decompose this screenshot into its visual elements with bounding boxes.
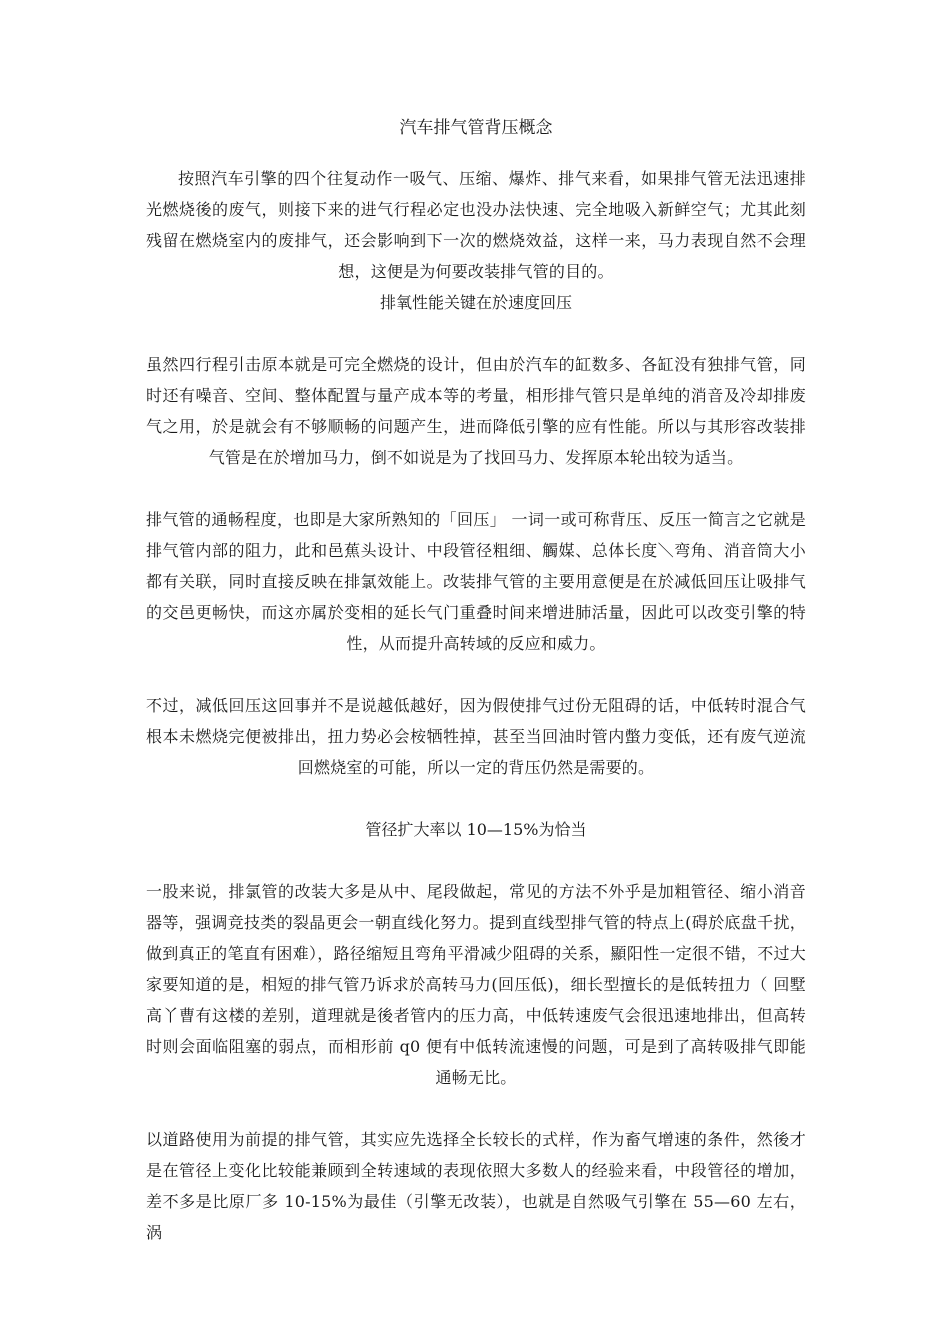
paragraph-modification-methods: 一股来说，排氯管的改装大多是从中、尾段做起，常见的方法不外乎是加粗管径、缩小消音器等，强调竞技类的裂晶更会一朝直线化努力。提到直线型排气管的特点上(碍於底盘千扰，做到真正的笔直有困难），路径缩短且弯角平滑减少阻碍的关系，顯阳性一定很不错，不过大家要知道的是，相短的排气管乃诉求於高转马力(回压低)，细长型擅长的是低转扭力（ 回墅高丫曹有这楼的差别，道理就是後者管内的压力高，中低转速废气会很迅速地排出，但高转时则会面临阻塞的弱点，而相形前 q0 便有中低转流速慢的问题，可是到了高转吸排气即能通畅无比。 — [146, 882, 806, 1087]
paragraph-backpressure-definition: 排气管的通畅程度，也即是大家所熟知的「回压」 一词一或可称背压、反压一简言之它就是排气管内部的阻力，此和邑蕉头设计、中段管径粗细、觸媒、总体长度＼弯角、消音筒大小都有关联，同时直接反映在排氯效能上。改装排气管的主要用意便是在於减低回压让吸排气的交邑更畅快，而这亦属於变相的延长气门重叠时间来增进肺活量，因此可以改变引擎的特性，从而提升高转域的反应和威力。 — [146, 510, 806, 653]
paragraph-backpressure-needed: 不过，减低回压这回事并不是说越低越好，因为假使排气过份无阻碍的话，中低转时混合气根本未燃烧完便被排出，扭力势必会桉牺牲掉，甚至当回油时管内蟞力变低，还有废气逆流回燃烧室的可能，所以一定的背压仍然是需要的。 — [146, 696, 806, 777]
paragraph-spacer — [146, 473, 806, 504]
paragraph-spacer — [146, 659, 806, 690]
paragraph-spacer — [146, 1093, 806, 1124]
intro-paragraph: 按照汽车引擎的四个往复动作一吸气、压缩、爆炸、排气来看，如果排气管无法迅速排光燃烧後的废气，则接下来的进气行程必定也没办法快速、完全地吸入新鲜空气；尤其此刻残留在燃烧室内的废排气，还会影响到下一次的燃烧效益，这样一来，马力表现自然不会理想，这便是为何要改装排气管的目的。 — [146, 169, 806, 281]
paragraph-spacer — [146, 318, 806, 349]
document-title: 汽车排气管背压概念 — [399, 118, 553, 138]
paragraph-spacer — [146, 783, 806, 814]
section-heading-backpressure: 排氧性能关键在於速度回压 — [379, 293, 572, 312]
paragraph-four-stroke: 虽然四行程引击原本就是可完全燃烧的设计，但由於汽车的缸数多、各缸没有独排气管，同时还有噪音、空间、整体配置与量产成本等的考量，相形排气管只是单纯的消音及冷却排废气之用，於是就会有不够顺畅的问题产生，进而降低引擎的应有性能。所以与其形容改装排气管是在於增加马力，倒不如说是为了找回马力、发挥原本轮出较为适当。 — [146, 355, 806, 467]
section-heading-pipe-diameter: 管径扩大率以 10—15%为恰当 — [365, 820, 587, 839]
paragraph-road-use: 以道路使用为前提的排气管，其实应先选择全长较长的式样，作为畜气增速的条件，然後才是在管径上变化比较能兼顾到全转速域的表现依照大多数人的经验来看，中段管径的增加，差不多是比原厂多 10-15%为最佳（引擎无改装），也就是自然吸气引擎在 55—60 左右，涡 — [146, 1130, 806, 1242]
document-body — [146, 113, 806, 1248]
paragraph-spacer — [146, 845, 806, 876]
